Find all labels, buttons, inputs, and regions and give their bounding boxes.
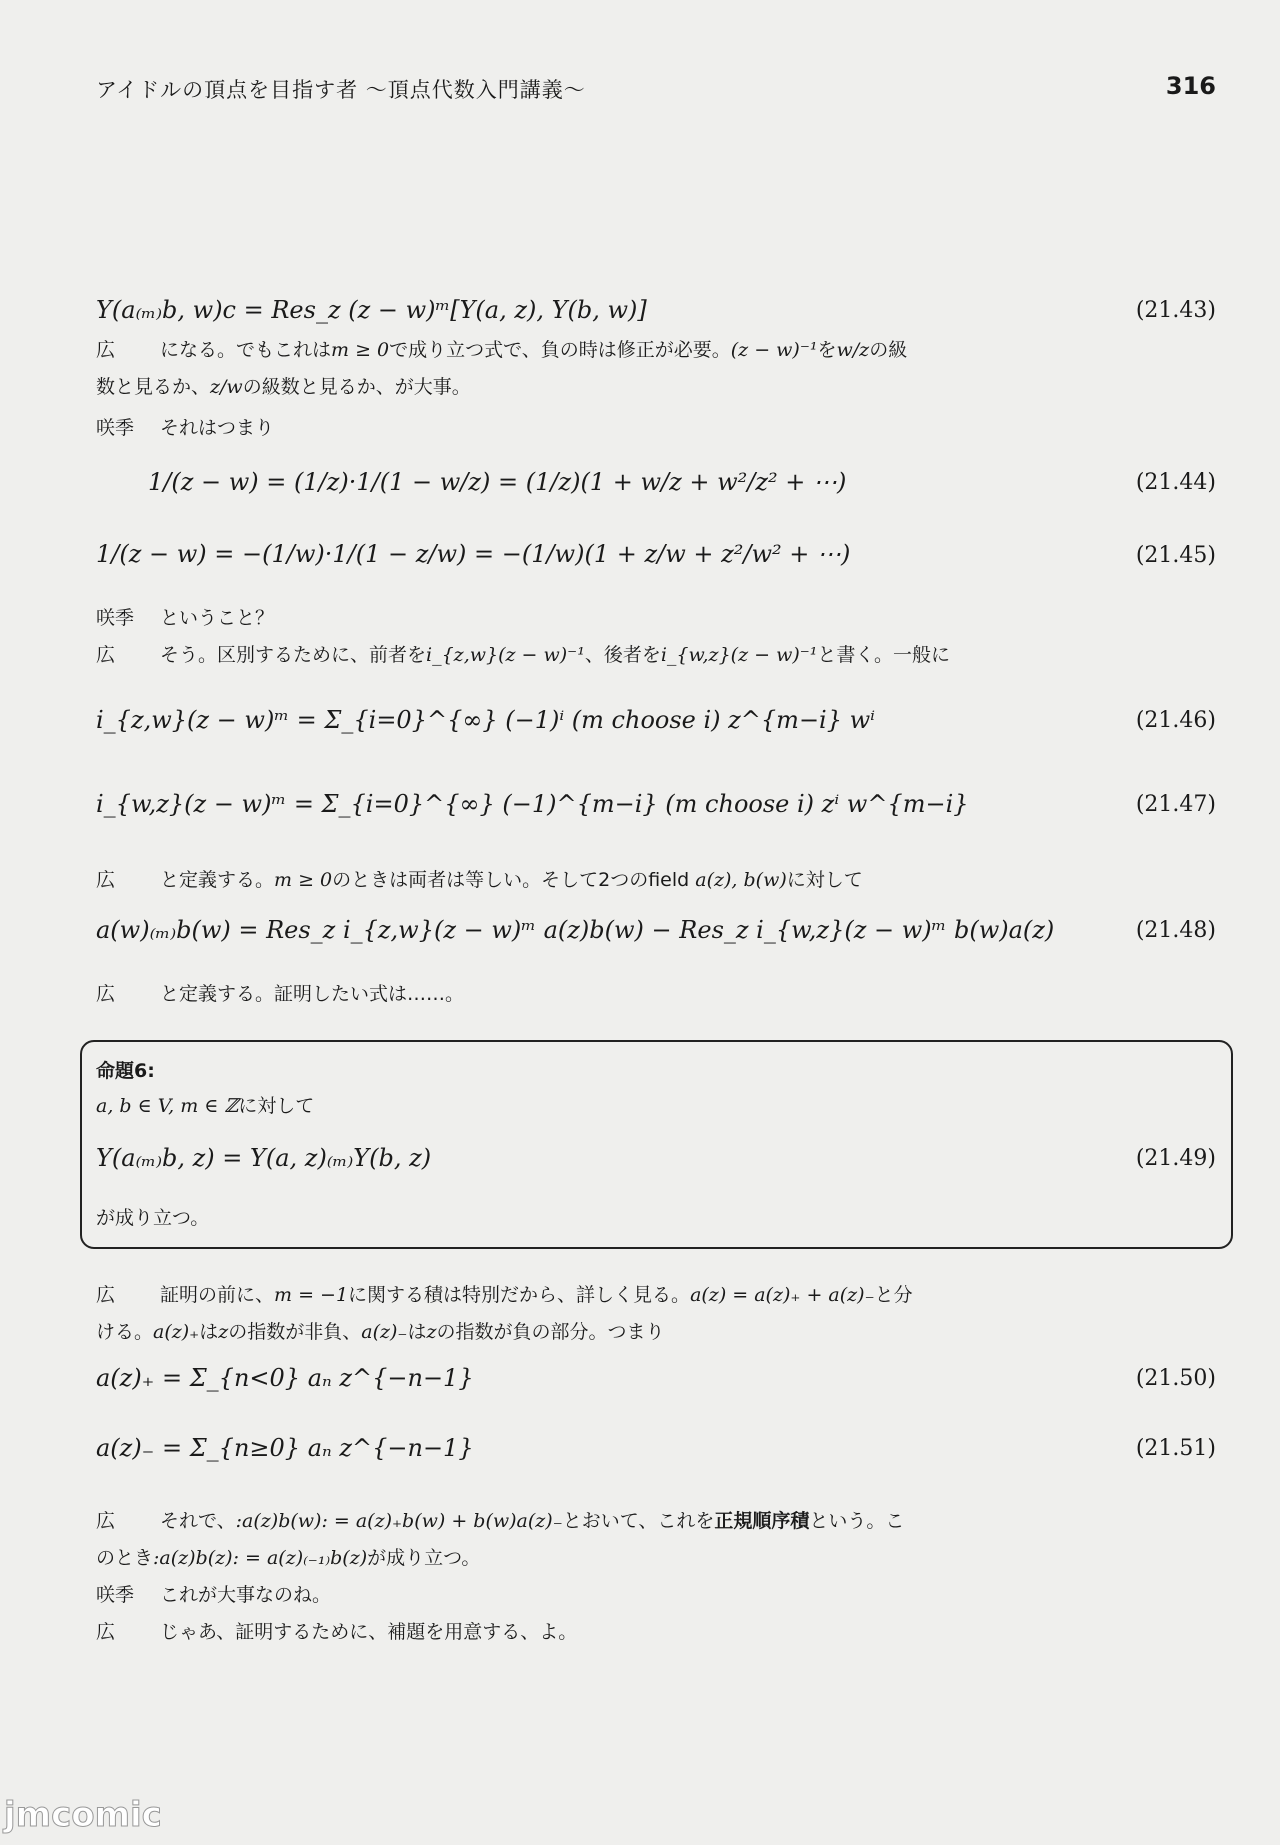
math: i_{w,z}(z − w)⁻¹ — [660, 644, 818, 666]
text: に対して — [238, 1095, 315, 1117]
text: と定義する。 — [160, 869, 275, 891]
proposition-condition — [96, 1088, 314, 1125]
dialogue-line — [96, 637, 950, 674]
equation-number: (21.48) — [1135, 918, 1216, 943]
text: に関する積は特別だから、詳しく見る。 — [348, 1284, 691, 1306]
math: :a(z)b(z): = a(z)₍₋₁₎b(z) — [153, 1547, 368, 1569]
speaker: 広 — [96, 1510, 116, 1532]
text: のとき — [96, 1547, 154, 1569]
text: と分 — [874, 1284, 913, 1306]
text: の指数が非負、 — [228, 1321, 362, 1343]
text: 証明の前に、 — [160, 1284, 275, 1306]
watermark-logo: jmcomic — [4, 1795, 162, 1835]
equation-number: (21.43) — [1135, 298, 1216, 323]
equation-number: (21.51) — [1135, 1436, 1216, 1461]
speaker: 広 — [96, 983, 116, 1005]
speaker: 広 — [96, 869, 116, 891]
dialogue-line — [96, 1503, 904, 1577]
equation-21-47: i_{w,z}(z − w)ᵐ = Σ_{i=0}^{∞} (−1)^{m−i} (m choose i) zⁱ w^{m−i} — [96, 790, 969, 818]
text: これが大事なのね。 — [160, 1584, 332, 1606]
speaker: 咲季 — [96, 417, 135, 439]
text: になる。でもこれは — [160, 339, 332, 361]
equation-21-48: a(w)₍ₘ₎b(w) = Res_z i_{z,w}(z − w)ᵐ a(z)b(w) − Res_z i_{w,z}(z − w)ᵐ b(w)a(z) — [96, 916, 1055, 944]
equation-21-46: i_{z,w}(z − w)ᵐ = Σ_{i=0}^{∞} (−1)ⁱ (m choose i) z^{m−i} wⁱ — [96, 706, 875, 734]
math: a(z) = a(z)₊ + a(z)₋ — [690, 1284, 875, 1306]
speaker: 広 — [96, 1284, 116, 1306]
equation-21-44: 1/(z − w) = (1/z)·1/(1 − w/z) = (1/z)(1 + w/z + w²/z² + ⋯) — [148, 468, 847, 496]
text: という。こ — [809, 1510, 905, 1532]
text: の指数が負の部分。つまり — [436, 1321, 665, 1343]
math: i_{z,w}(z − w)⁻¹ — [426, 644, 585, 666]
speaker: 広 — [96, 339, 116, 361]
running-header: アイドルの頂点を目指す者 〜頂点代数入門講義〜 — [96, 78, 586, 102]
text: と書く。一般に — [817, 644, 951, 666]
equation-21-49: Y(a₍ₘ₎b, z) = Y(a, z)₍ₘ₎Y(b, z) — [96, 1144, 432, 1172]
text: は — [199, 1321, 219, 1343]
equation-number: (21.46) — [1135, 708, 1216, 733]
math: w/z — [836, 339, 870, 361]
speaker: 広 — [96, 644, 116, 666]
dialogue-line — [96, 410, 274, 447]
text: の級数と見るか、が大事。 — [242, 376, 471, 398]
dialogue-line — [96, 976, 464, 1013]
equation-21-45: 1/(z − w) = −(1/w)·1/(1 − z/w) = −(1/w)(1 + z/w + z²/w² + ⋯) — [96, 540, 851, 568]
speaker: 咲季 — [96, 607, 135, 629]
text: と定義する。証明したい式は……。 — [160, 983, 465, 1005]
equation-number: (21.44) — [1135, 470, 1216, 495]
dialogue-line — [96, 600, 274, 637]
dialogue-line — [96, 862, 863, 899]
equation-number: (21.47) — [1135, 792, 1216, 817]
text: で成り立つ式で、負の時は修正が必要。 — [389, 339, 731, 361]
speaker: 広 — [96, 1621, 116, 1643]
text: じゃあ、証明するために、補題を用意する、よ。 — [160, 1621, 578, 1643]
math: a(z), b(w) — [695, 869, 787, 891]
math: a, b ∈ V, m ∈ ℤ — [96, 1095, 239, 1117]
math: z — [426, 1321, 437, 1343]
text: とおいて、これを — [562, 1510, 715, 1532]
proposition-title: 命題6: — [96, 1060, 155, 1082]
bold-term: 正規順序積 — [714, 1510, 810, 1532]
speaker: 咲季 — [96, 1584, 135, 1606]
equation-number: (21.45) — [1135, 543, 1216, 568]
text: 数と見るか、 — [96, 376, 211, 398]
math: m ≥ 0 — [331, 339, 390, 361]
text: の級 — [869, 339, 908, 361]
math: a(z)₊ — [153, 1321, 200, 1343]
equation-21-43: Y(a₍ₘ₎b, w)c = Res_z (z − w)ᵐ[Y(a, z), Y(b, w)] — [96, 296, 647, 324]
proposition-conclusion: が成り立つ。 — [96, 1207, 210, 1229]
equation-number: (21.50) — [1135, 1366, 1216, 1391]
math: a(z)₋ — [361, 1321, 408, 1343]
text: に対して — [786, 869, 863, 891]
text: それはつまり — [160, 417, 275, 439]
text: ということ？ — [160, 607, 275, 629]
text: が成り立つ。 — [367, 1547, 481, 1569]
page-number: 316 — [1165, 72, 1216, 100]
equation-21-51: a(z)₋ = Σ_{n≥0} aₙ z^{−n−1} — [96, 1434, 474, 1462]
dialogue-line — [96, 1577, 331, 1614]
text: のときは両者は等しい。そして2つのfield — [332, 869, 696, 891]
equation-21-50: a(z)₊ = Σ_{n<0} aₙ z^{−n−1} — [96, 1364, 474, 1392]
dialogue-line — [96, 332, 907, 406]
text: それで、 — [160, 1510, 236, 1532]
text: そう。区別するために、前者を — [160, 644, 427, 666]
math: (z − w)⁻¹ — [730, 339, 818, 361]
text: ける。 — [96, 1321, 154, 1343]
math: z/w — [210, 376, 243, 398]
text: 、後者を — [584, 644, 661, 666]
text: は — [407, 1321, 427, 1343]
math: m ≥ 0 — [274, 869, 333, 891]
dialogue-line — [96, 1614, 577, 1651]
dialogue-line — [96, 1277, 913, 1351]
math: m = −1 — [274, 1284, 349, 1306]
equation-number: (21.49) — [1135, 1146, 1216, 1171]
math: :a(z)b(w): = a(z)₊b(w) + b(w)a(z)₋ — [235, 1510, 563, 1532]
text: を — [817, 339, 837, 361]
math: z — [218, 1321, 229, 1343]
